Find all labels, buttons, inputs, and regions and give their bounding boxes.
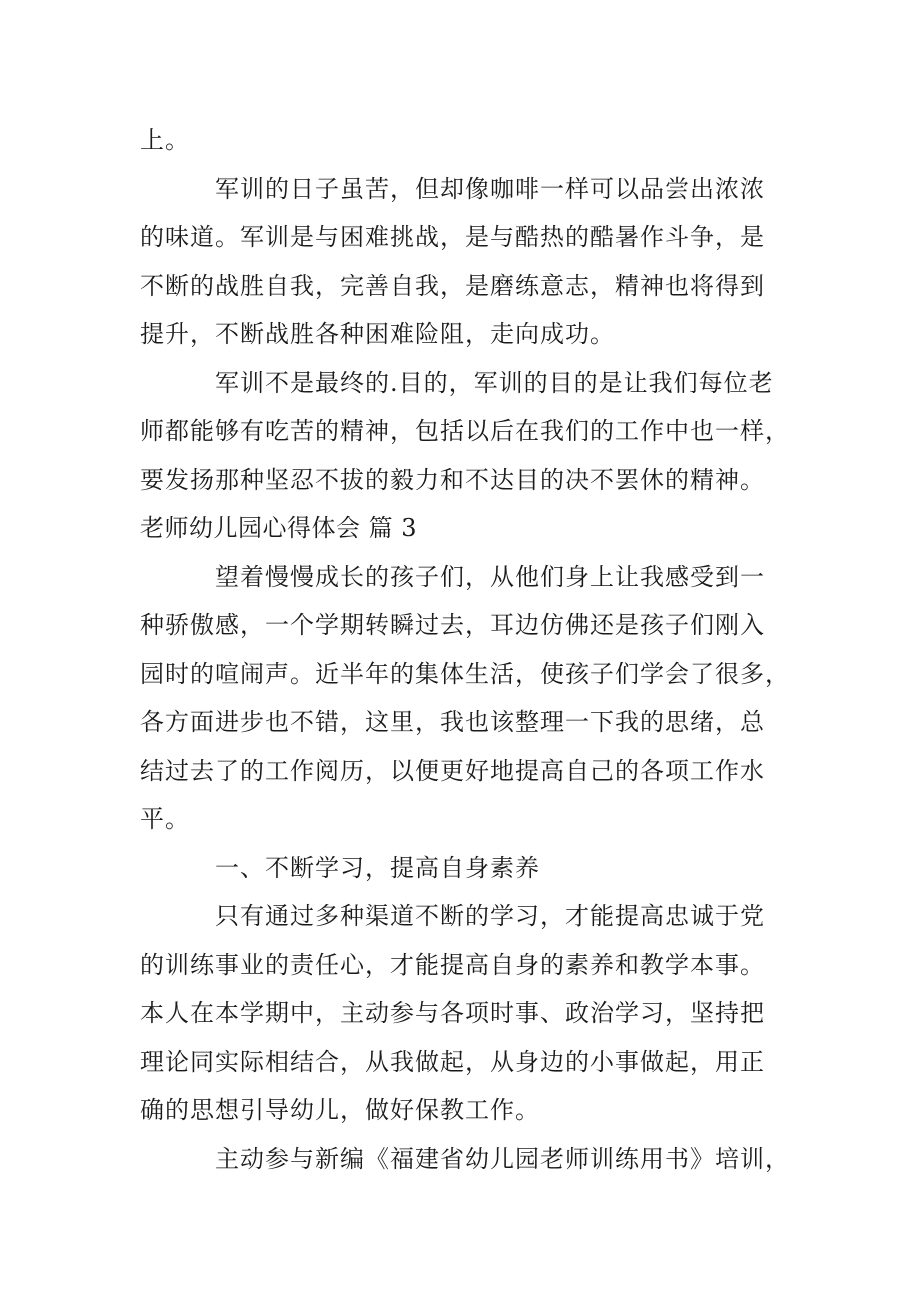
subheading-line: 一、不断学习，提高自身素养	[215, 853, 540, 882]
paragraph-start-line: 只有通过多种渠道不断的学习，才能提高忠诚于党	[215, 902, 765, 930]
text-line: 要发扬那种坚忍不拔的毅力和不达目的决不罢休的精神。	[140, 465, 765, 494]
paragraph-start-line: 望着慢慢成长的孩子们，从他们身上让我感受到一	[215, 562, 765, 591]
paragraph-start-line: 军训的日子虽苦，但却像咖啡一样可以品尝出浓浓	[215, 174, 765, 203]
text-line: 的味道。军训是与困难挑战，是与酷热的酷暑作斗争，是	[140, 223, 765, 251]
text-line: 平。	[140, 805, 190, 833]
paragraph-start-line: 主动参与新编《福建省幼儿园老师训练用书》培训，	[215, 1144, 790, 1173]
text-line: 各方面进步也不错，这里，我也该整理一下我的思绪，总	[140, 708, 765, 736]
text-line: 理论同实际相结合，从我做起，从身边的小事做起，用正	[140, 1047, 765, 1076]
section-heading: 老师幼儿园心得体会 篇 3	[140, 514, 418, 542]
text-line: 不断的战胜自我，完善自我，是磨练意志，精神也将得到	[140, 271, 765, 300]
text-line: 确的思想引导幼儿，做好保教工作。	[140, 1096, 540, 1124]
text-line: 种骄傲感，一个学期转瞬过去，耳边仿佛还是孩子们刚入	[140, 611, 765, 639]
text-line: 提升，不断战胜各种困难险阻，走向成功。	[140, 320, 615, 348]
text-line: 本人在本学期中，主动参与各项时事、政治学习，坚持把	[140, 999, 765, 1027]
paragraph-start-line: 军训不是最终的.目的，军训的目的是让我们每位老	[215, 368, 774, 397]
text-line: 结过去了的工作阅历，以便更好地提高自己的各项工作水	[140, 756, 765, 785]
text-line: 园时的喧闹声。近半年的集体生活，使孩子们学会了很多，	[140, 659, 790, 688]
text-line: 的训练事业的责任心，才能提高自身的素养和教学本事。	[140, 950, 765, 979]
text-line: 上。	[140, 126, 190, 154]
text-line: 师都能够有吃苦的精神，包括以后在我们的工作中也一样，	[140, 417, 790, 445]
document-page	[140, 116, 790, 1183]
